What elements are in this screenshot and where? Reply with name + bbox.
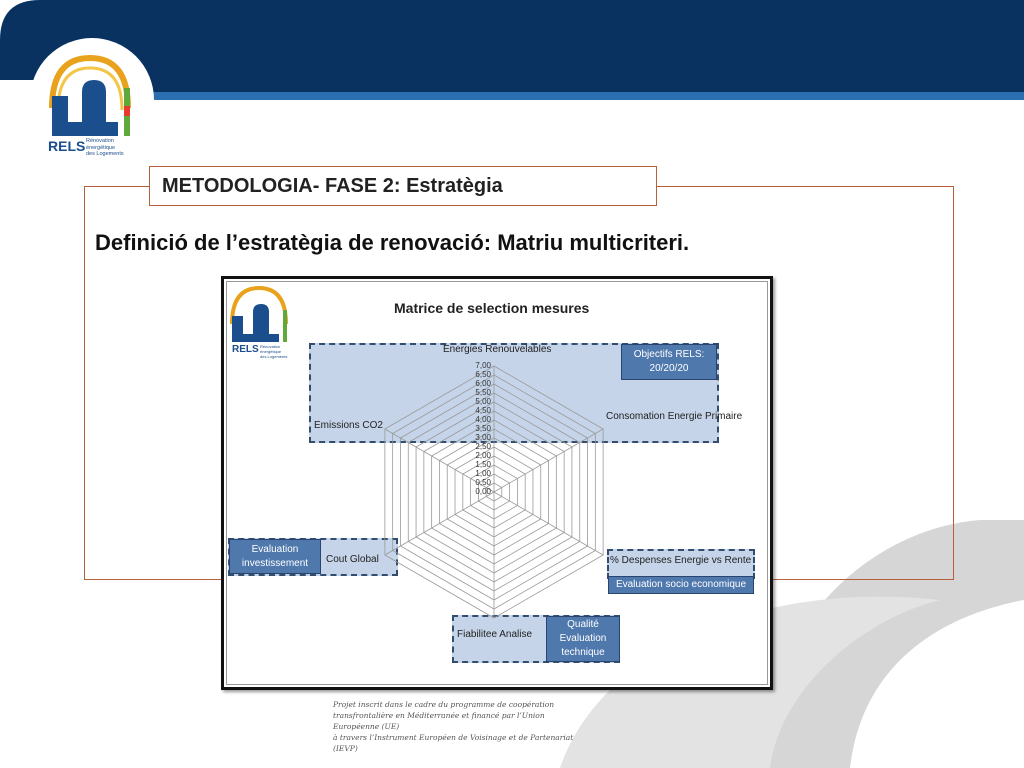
radar-scale-tick: 2,50 [475,442,491,451]
diagram-logo-subtitle-line: des Logements [260,354,288,359]
axis-label-consomation-text: Consomation Energie Primaire [606,411,743,422]
qualite-evaluation-text: Qualité Evaluation technique [559,619,607,658]
axis-label-energies: Energies Renouvelables [443,344,552,355]
footer-line: transfrontalière en Méditerranée et financé par l’Union Européenne (UE) [333,711,545,731]
slide-heading: Definició de l’estratègia de renovació: Matriu multicriteri. [95,230,690,255]
header-band [0,0,1024,80]
rels-logo [44,48,136,166]
logo-subtitle-line: des Logements [86,151,124,157]
header-band-highlight [150,70,1024,92]
objectifs-rels-box [621,344,717,380]
radar-scale-tick: 3,00 [475,433,491,442]
header-underline [150,92,1024,100]
radar-scale-tick: 0,00 [475,487,491,496]
radar-scale-tick: 7,00 [475,361,491,370]
radar-scale-tick: 5,00 [475,397,491,406]
diagram-logo-subtitle-line: énergétique [260,349,282,354]
diagram-title: Matrice de selection mesures [394,300,590,316]
radar-scale-tick: 2,00 [475,451,491,460]
phase-label: METODOLOGIA- FASE 2: Estratègia [149,166,657,206]
logo-subtitle-line: Rénovation [86,138,114,144]
radar-scale-tick: 0,50 [475,478,491,487]
diagram-logo-subtitle-line: Rénovation [260,344,281,349]
evaluation-socio-box [608,576,754,594]
radar-scale-tick: 5,50 [475,388,491,397]
axis-label-consomation [606,410,743,423]
radar-chart [224,279,770,687]
evaluation-investissement-text: Evaluation investissement [241,543,309,569]
radar-scale-tick: 1,00 [475,469,491,478]
rels-logo-mark [44,48,136,138]
evaluation-investissement-box [229,539,321,574]
qualite-evaluation-box [546,616,620,662]
radar-spokes [385,366,603,618]
radar-scale-tick: 1,50 [475,460,491,469]
footer-note [333,699,593,754]
diagram-logo-wordmark: RELS [232,344,259,355]
footer-line: Projet inscrit dans le cadre du programme de coopération [333,700,555,709]
axis-label-emissions: Emissions CO2 [314,420,383,431]
footer-line: à travers l’Instrument Européen de Voisinage et de Partenariat (IEVP) [333,733,574,753]
axis-label-cout-global: Cout Global [326,554,379,565]
diagram-image [221,276,773,690]
radar-scale-tick: 4,00 [475,415,491,424]
radar-scale-tick: 6,50 [475,370,491,379]
axis-label-despenses: % Despenses Energie vs Rente [610,555,752,566]
logo-subtitle [86,138,136,158]
logo-wordmark: RELS [48,138,86,154]
radar-scale-tick: 6,00 [475,379,491,388]
radar-scale-tick: 4,50 [475,406,491,415]
objectifs-rels-text: Objectifs RELS: 20/20/20 [633,349,705,374]
radar-scale-tick: 3,50 [475,424,491,433]
axis-label-fiabilitee: Fiabilitee Analise [457,629,533,640]
evaluation-socio-text: Evaluation socio economique [615,579,747,590]
logo-subtitle-line: énergétique [86,144,116,151]
